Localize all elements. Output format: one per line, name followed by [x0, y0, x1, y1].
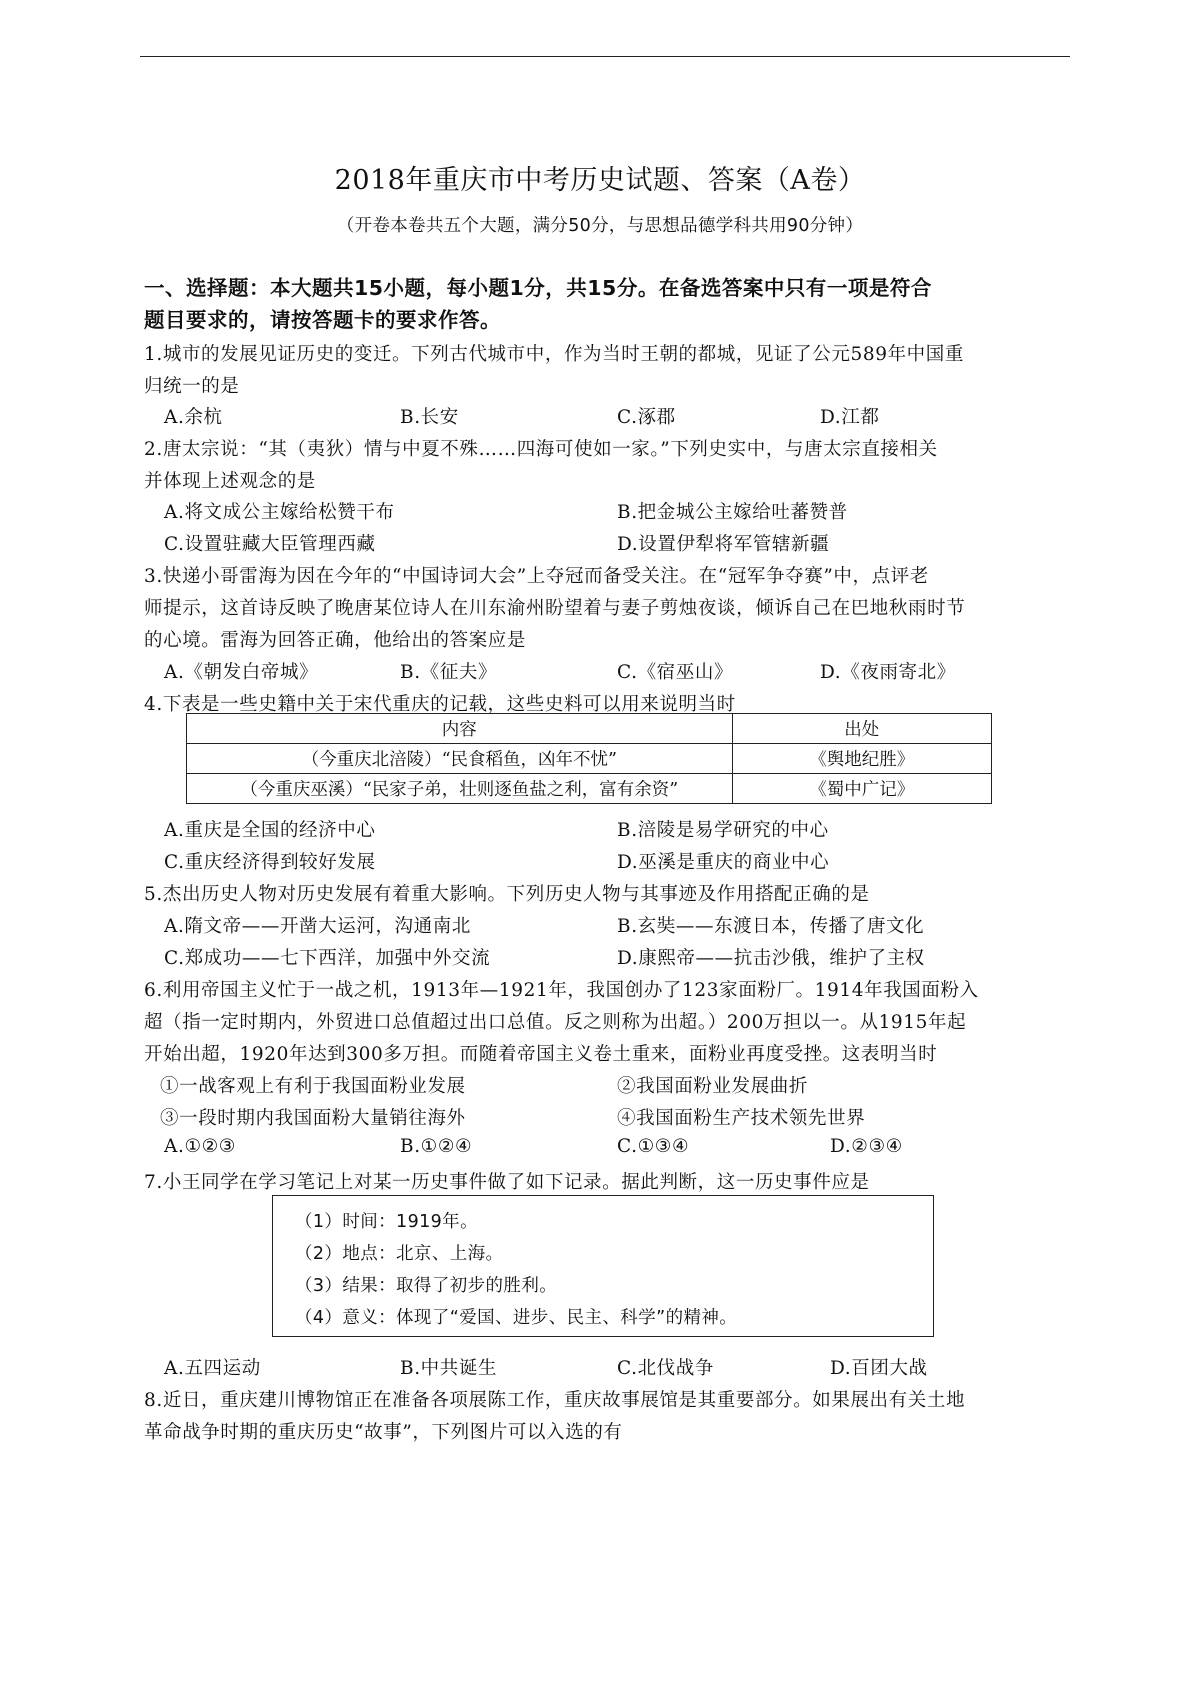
q2-stem-line-1: 2.唐太宗说：“其（夷狄）情与中夏不殊……四海可使如一家。”下列史实中，与唐太宗直接相关: [144, 439, 938, 460]
q6-statement-1: ①一战客观上有利于我国面粉业发展: [160, 1076, 466, 1097]
table-header-cell: 出处: [732, 714, 991, 744]
q6-statement-2: ②我国面粉业发展曲折: [617, 1076, 809, 1097]
q6-option-a: A.①②③: [164, 1136, 236, 1157]
q4-source-table: [186, 713, 992, 804]
q3-option-c: C.《宿巫山》: [617, 662, 734, 683]
q5-option-b: B.玄奘——东渡日本，传播了唐文化: [617, 916, 925, 937]
q7-stem-line-1: 7.小王同学在学习笔记上对某一历史事件做了如下记录。据此判断，这一历史事件应是: [144, 1172, 870, 1193]
q6-stem-line-1: 6.利用帝国主义忙于一战之机，1913年—1921年，我国创办了123家面粉厂。1914年我国面粉入: [144, 980, 979, 1001]
q6-option-d: D.②③④: [830, 1136, 903, 1157]
q5-stem-line-1: 5.杰出历史人物对历史发展有着重大影响。下列历史人物与其事迹及作用搭配正确的是: [144, 884, 870, 905]
q7-note-line: （4）意义：体现了“爱国、进步、民主、科学”的精神。: [295, 1308, 738, 1328]
q3-stem-line-2: 师提示，这首诗反映了晚唐某位诗人在川东渝州盼望着与妻子剪烛夜谈，倾诉自己在巴地秋雨时节: [144, 598, 966, 619]
q1-option-c: C.涿郡: [617, 407, 676, 428]
q2-option-d: D.设置伊犁将军管辖新疆: [617, 534, 830, 555]
table-cell: 《舆地纪胜》: [732, 744, 991, 774]
q6-stem-line-2: 超（指一定时期内，外贸进口总值超过出口总值。反之则称为出超。）200万担以一。从1915年起: [144, 1012, 967, 1033]
q1-option-a: A.余杭: [164, 407, 223, 428]
q6-statement-4: ④我国面粉生产技术领先世界: [617, 1108, 866, 1129]
table-header-row: [187, 714, 992, 744]
q3-option-d: D.《夜雨寄北》: [820, 662, 956, 683]
q8-stem-line-2: 革命战争时期的重庆历史“故事”，下列图片可以入选的有: [144, 1422, 623, 1443]
section-heading-line-2: 题目要求的，请按答题卡的要求作答。: [144, 308, 501, 332]
q2-option-b: B.把金城公主嫁给吐蕃赞普: [617, 502, 848, 523]
q1-stem-line-2: 归统一的是: [144, 376, 240, 397]
table-cell: 《蜀中广记》: [732, 774, 991, 804]
q5-option-d: D.康熙帝——抗击沙俄，维护了主权: [617, 948, 925, 969]
q4-stem-line-1: 4.下表是一些史籍中关于宋代重庆的记载，这些史料可以用来说明当时: [144, 694, 736, 715]
q7-note-line: （1）时间：1919年。: [295, 1212, 478, 1232]
q3-option-a: A.《朝发白帝城》: [164, 662, 319, 683]
q4-option-c: C.重庆经济得到较好发展: [164, 852, 376, 873]
q6-statement-3: ③一段时期内我国面粉大量销往海外: [160, 1108, 466, 1129]
q3-stem-line-1: 3.快递小哥雷海为因在今年的“中国诗词大会”上夺冠而备受关注。在“冠军争夺赛”中，点评老: [144, 566, 929, 587]
table-row: [187, 774, 992, 804]
q4-option-b: B.涪陵是易学研究的中心: [617, 820, 829, 841]
page-subtitle: （开卷本卷共五个大题，满分50分，与思想品德学科共用90分钟）: [336, 216, 864, 236]
table-cell: （今重庆北涪陵）“民食稻鱼，凶年不忧”: [187, 744, 733, 774]
q3-stem-line-3: 的心境。雷海为回答正确，他给出的答案应是: [144, 630, 527, 651]
q7-notes-box: [272, 1195, 934, 1337]
q7-option-c: C.北伐战争: [617, 1358, 714, 1379]
q1-option-d: D.江都: [820, 407, 880, 428]
q6-option-b: B.①②④: [400, 1136, 473, 1157]
table-row: [187, 744, 992, 774]
q4-option-a: A.重庆是全国的经济中心: [164, 820, 376, 841]
section-heading: [144, 272, 1074, 336]
q7-option-d: D.百团大战: [830, 1358, 928, 1379]
q6-option-c: C.①③④: [617, 1136, 690, 1157]
section-heading-line-1: 一、选择题：本大题共15小题，每小题1分，共15分。在备选答案中只有一项是符合: [144, 276, 932, 300]
q7-option-a: A.五四运动: [164, 1358, 261, 1379]
q1-stem-line-1: 1.城市的发展见证历史的变迁。下列古代城市中，作为当时王朝的都城，见证了公元589年中国重: [144, 344, 964, 365]
q8-stem-line-1: 8.近日，重庆建川博物馆正在准备各项展陈工作，重庆故事展馆是其重要部分。如果展出有关土地: [144, 1390, 966, 1411]
table-cell: （今重庆巫溪）“民家子弟，壮则逐鱼盐之利，富有余资”: [187, 774, 733, 804]
q7-note-line: （2）地点：北京、上海。: [295, 1244, 504, 1264]
q1-option-b: B.长安: [400, 407, 459, 428]
q2-option-c: C.设置驻藏大臣管理西藏: [164, 534, 376, 555]
q3-option-b: B.《征夫》: [400, 662, 498, 683]
page-title: 2018年重庆市中考历史试题、答案（A卷）: [334, 165, 866, 196]
q7-note-line: （3）结果：取得了初步的胜利。: [295, 1276, 558, 1296]
q2-option-a: A.将文成公主嫁给松赞干布: [164, 502, 395, 523]
q2-stem-line-2: 并体现上述观念的是: [144, 471, 316, 492]
table-header-cell: 内容: [187, 714, 733, 744]
q5-option-c: C.郑成功——七下西洋，加强中外交流: [164, 948, 491, 969]
header-rule: [140, 56, 1070, 57]
q4-option-d: D.巫溪是重庆的商业中心: [617, 852, 830, 873]
q6-stem-line-3: 开始出超，1920年达到300多万担。而随着帝国主义卷土重来，面粉业再度受挫。这表明当时: [144, 1044, 938, 1065]
q5-option-a: A.隋文帝——开凿大运河，沟通南北: [164, 916, 471, 937]
q7-option-b: B.中共诞生: [400, 1358, 498, 1379]
